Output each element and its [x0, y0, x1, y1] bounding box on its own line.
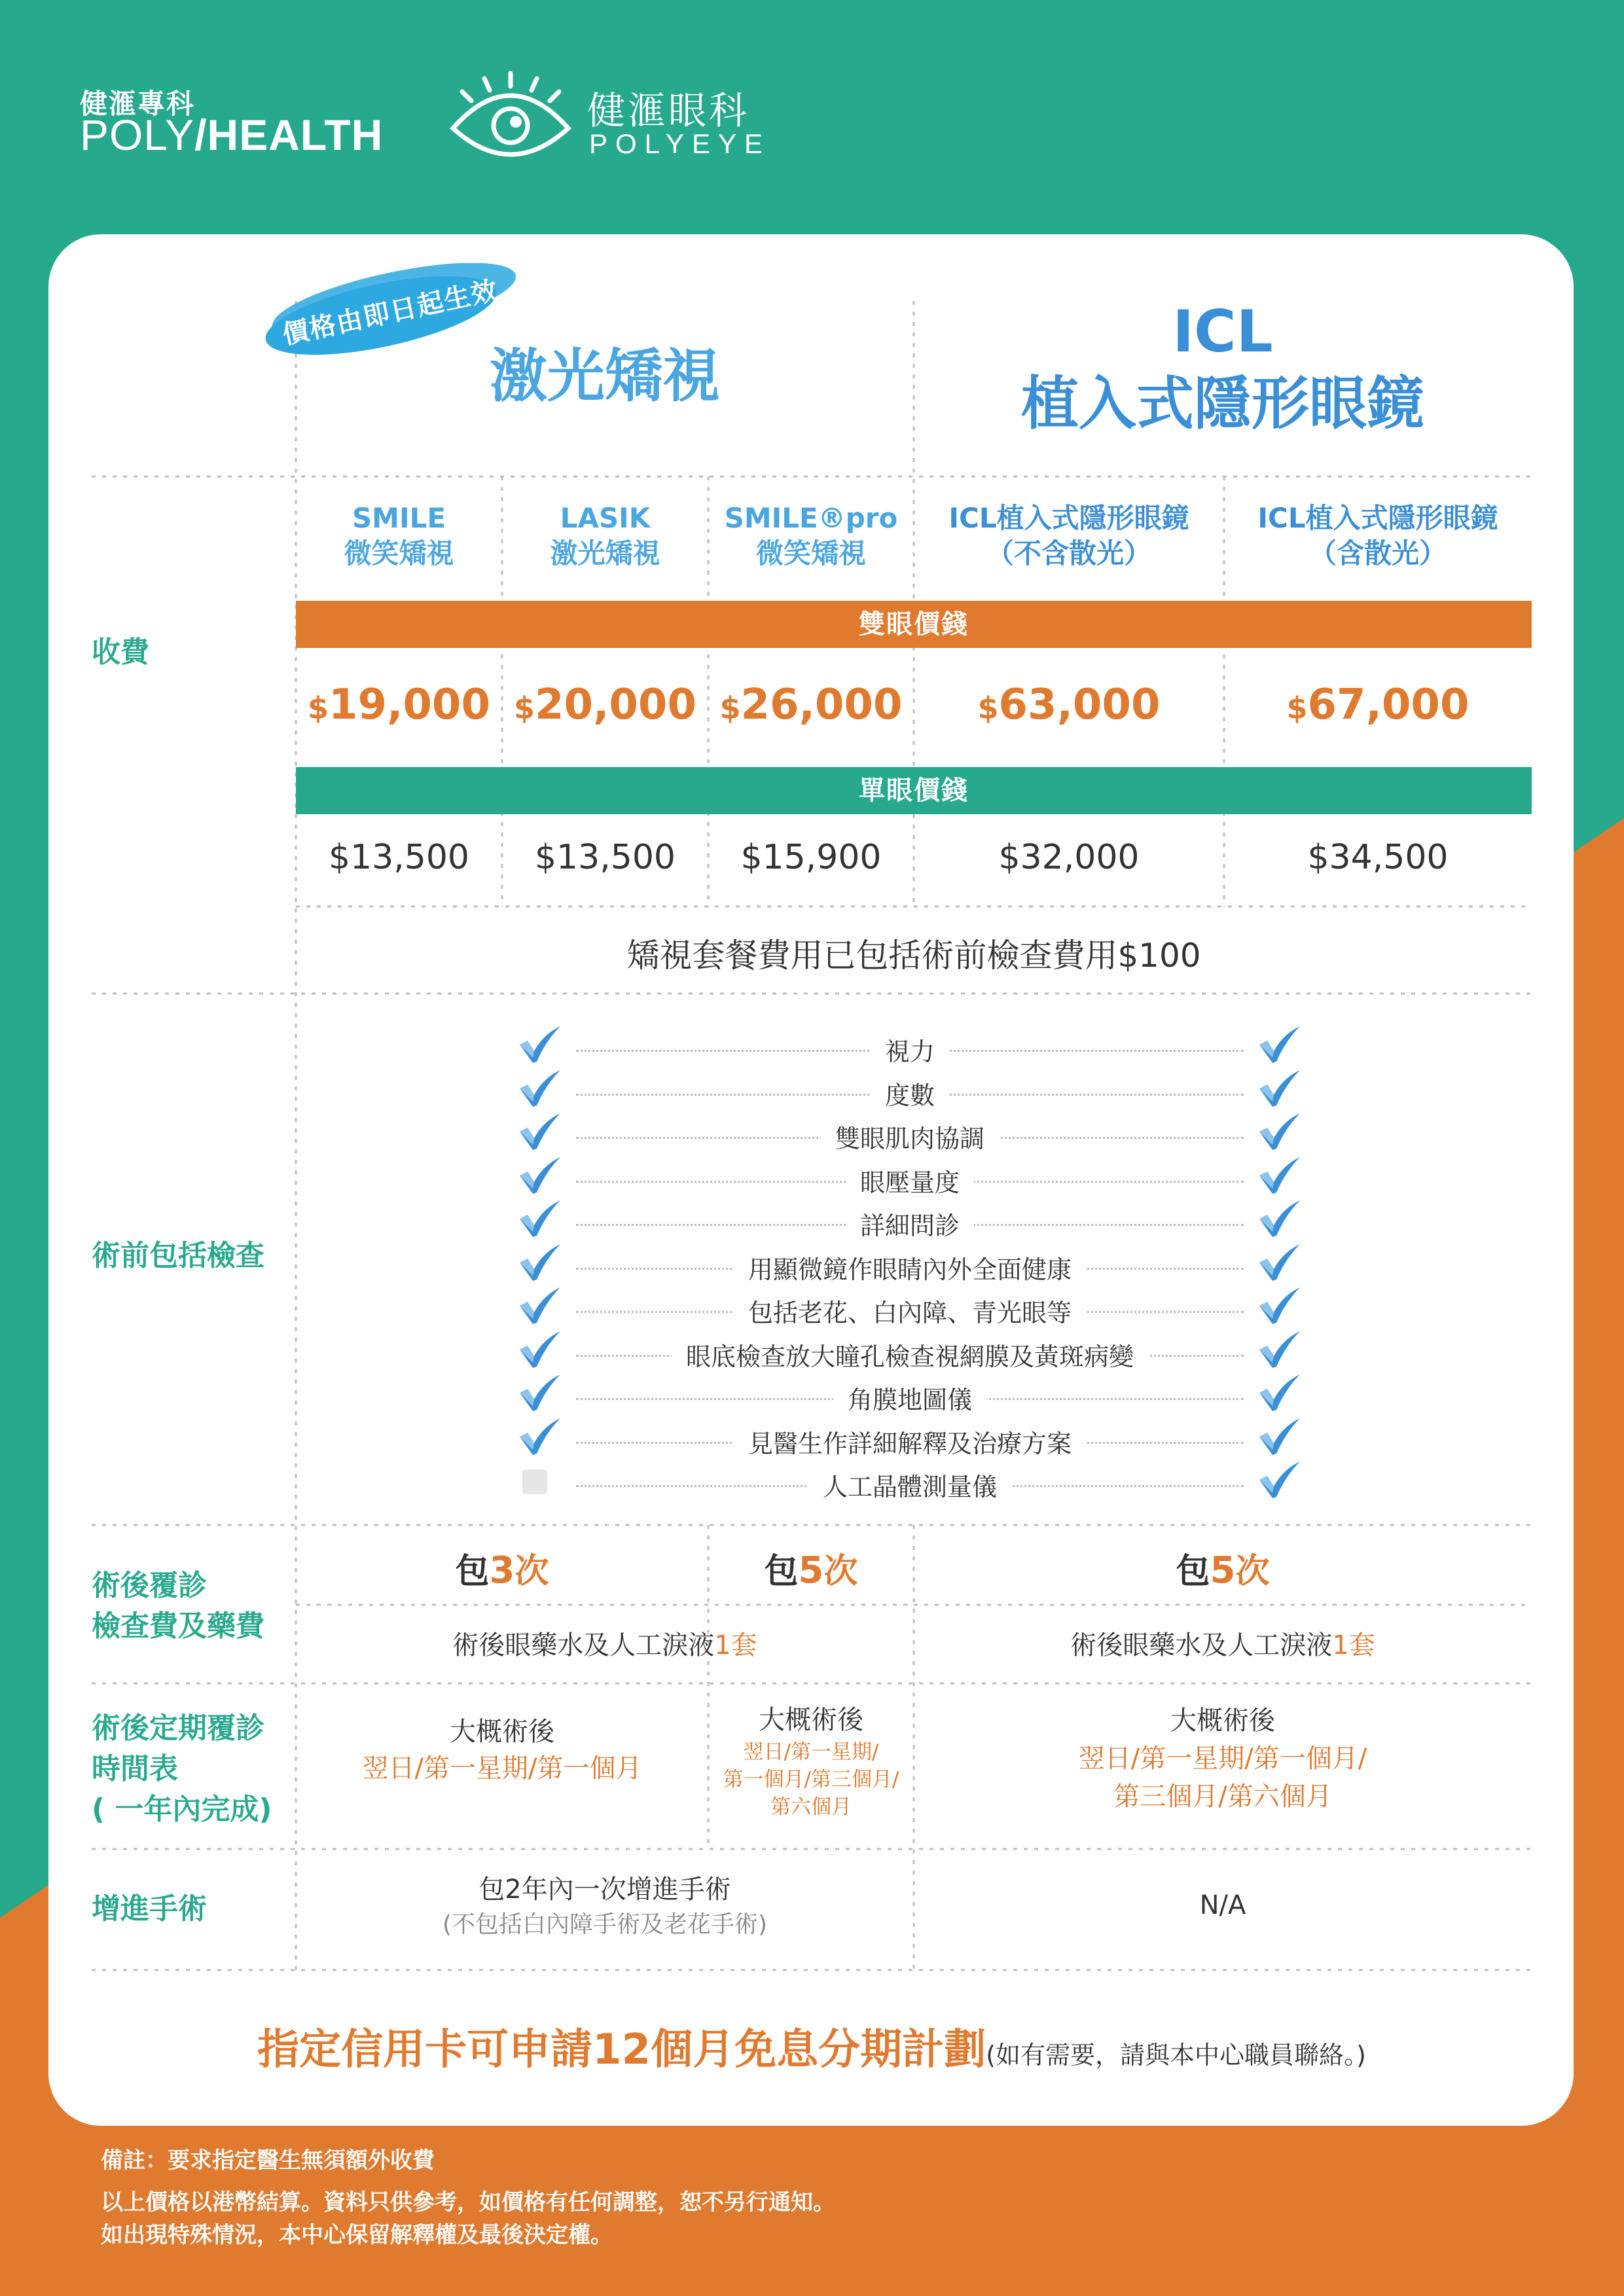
followup-count-smile-pro: 包5次	[764, 1549, 858, 1592]
preop-check-row	[517, 1462, 1303, 1503]
footer-notes: 備註：要求指定醫生無須額外收費 以上價格以港幣結算。資料只供參考，如價格有任何調整，恕不另行通知。 如出現特殊情況，本中心保留解釋權及最後決定權。	[101, 2147, 835, 2248]
single-eye-price-icl-no-astig: $32,000	[998, 838, 1140, 877]
checkmark-icon	[517, 1286, 563, 1328]
checkmark-icon	[517, 1199, 563, 1241]
both-eyes-price-lasik: $20,000	[514, 681, 696, 729]
icl-section-title: ICL 植入式隱形眼鏡	[1020, 298, 1424, 437]
polyhealth-logo-en: POLY/HEALTH	[80, 111, 384, 159]
checkmark-icon	[1257, 1112, 1303, 1154]
col-header-icl-no-astig: ICL植入式隱形眼鏡 （不含散光）	[948, 502, 1189, 569]
checkmark-icon	[517, 1330, 563, 1372]
preop-checks-label: 術前包括檢查	[92, 1239, 264, 1272]
effective-date-badge: 價格由即日起生效	[257, 263, 518, 355]
checkmark-icon	[1257, 1417, 1303, 1459]
installment-promo: 指定信用卡可申請12個月免息分期計劃(如有需要，請與本中心職員聯絡。)	[257, 2026, 1366, 2074]
preop-check-item-text: 包括老花、白內障、青光眼等	[734, 1299, 1086, 1327]
checkmark-icon	[1257, 1286, 1303, 1328]
preop-check-row	[517, 1070, 1303, 1112]
checkmark-icon	[517, 1069, 563, 1111]
checkmark-icon	[517, 1373, 563, 1415]
checkmark-icon	[1257, 1069, 1303, 1111]
schedule-label: 術後定期覆診 時間表 ( 一年內完成)	[92, 1712, 272, 1826]
preop-check-row	[517, 1374, 1303, 1416]
followup-meds-icl: 術後眼藥水及人工淚液1套	[1070, 1630, 1375, 1660]
col-header-icl-astig: ICL植入式隱形眼鏡 （含散光）	[1257, 502, 1498, 569]
preop-check-item-text: 見醫生作詳細解釋及治療方案	[734, 1429, 1086, 1458]
single-eye-price-lasik: $13,500	[534, 838, 676, 877]
polyeye-logo-en: POLYEYE	[589, 128, 770, 159]
col-header-smile: SMILE 微笑矯視	[344, 502, 454, 569]
followup-count-smile-lasik: 包3次	[455, 1549, 549, 1592]
polyhealth-logo-cn: 健滙專科	[80, 88, 196, 120]
checkmark-icon	[1257, 1199, 1303, 1241]
preop-check-item-text: 視力	[871, 1037, 949, 1066]
schedule-icl: 大概術後 翌日/第一星期/第一個月/ 第三個月/第六個月	[1078, 1706, 1367, 1812]
enhancement-icl: N/A	[1199, 1890, 1246, 1920]
preop-check-item-text: 眼壓量度	[846, 1168, 974, 1197]
preop-check-item-text: 雙眼肌肉協調	[821, 1124, 999, 1153]
checkmark-icon	[517, 1112, 563, 1154]
preop-check-item-text: 度數	[871, 1081, 949, 1110]
polyeye-logo-cn: 健滙眼科	[587, 88, 750, 133]
checkmark-icon	[517, 1243, 563, 1285]
preop-check-item-text: 眼底檢查放大瞳孔檢查視網膜及黃斑病變	[672, 1342, 1148, 1371]
preop-check-item-text: 詳細問診	[846, 1211, 974, 1240]
followup-meds-laser: 術後眼藥水及人工淚液1套	[452, 1630, 757, 1660]
preop-check-row	[517, 1157, 1303, 1199]
both-eyes-price-smile-pro: $26,000	[719, 681, 903, 729]
preop-check-row	[517, 1287, 1303, 1329]
enhancement-laser: 包2年內一次增進手術 (不包括白內障手術及老花手術)	[442, 1874, 768, 1938]
schedule-smile-lasik: 大概術後 翌日/第一星期/第一個月	[362, 1717, 642, 1784]
preop-check-item-text: 人工晶體測量儀	[808, 1473, 1011, 1501]
checkmark-icon	[1257, 1460, 1303, 1502]
slash-mark-icon: /	[194, 111, 208, 159]
laser-section-title: 激光矯視	[489, 342, 720, 410]
preop-check-item-text: 角膜地圖儀	[833, 1386, 986, 1414]
fee-inclusion-note: 矯視套餐費用已包括術前檢查費用$100	[626, 937, 1201, 975]
followup-count-icl: 包5次	[1176, 1549, 1270, 1592]
preop-check-item-text: 用顯微鏡作眼睛內外全面健康	[734, 1255, 1086, 1284]
checkmark-icon	[517, 1025, 563, 1067]
preop-check-row	[517, 1113, 1303, 1155]
checkmark-icon	[1257, 1156, 1303, 1198]
checkmark-icon	[1257, 1373, 1303, 1415]
single-eye-price-icl-astig: $34,500	[1307, 838, 1449, 877]
both-eyes-price-icl-no-astig: $63,000	[977, 681, 1161, 729]
preop-check-row	[517, 1418, 1303, 1460]
both-eyes-price-icl-astig: $67,000	[1286, 681, 1470, 729]
col-header-lasik: LASIK 激光矯視	[550, 502, 660, 569]
enhancement-label: 增進手術	[92, 1892, 207, 1926]
single-eye-price-bar: 單眼價錢	[296, 767, 1532, 814]
preop-check-row	[517, 1200, 1303, 1242]
followup-label: 術後覆診 檢查費及藥費	[92, 1569, 264, 1643]
preop-check-row	[517, 1331, 1303, 1373]
single-eye-price-smile: $13,500	[328, 838, 470, 877]
preop-check-row	[517, 1244, 1303, 1286]
empty-box-icon	[522, 1469, 547, 1494]
col-header-smile-pro: SMILE®pro 微笑矯視	[724, 502, 898, 569]
checkmark-icon	[517, 1156, 563, 1198]
fee-label: 收費	[92, 636, 149, 669]
schedule-smile-pro: 大概術後 翌日/第一星期/ 第一個月/第三個月/ 第六個月	[723, 1705, 899, 1819]
checkmark-icon	[1257, 1243, 1303, 1285]
single-eye-price-smile-pro: $15,900	[740, 838, 882, 877]
both-eyes-price-smile: $19,000	[308, 681, 490, 729]
checkmark-icon	[1257, 1025, 1303, 1067]
checkmark-icon	[517, 1417, 563, 1459]
checkmark-icon	[1257, 1330, 1303, 1372]
both-eyes-price-bar: 雙眼價錢	[296, 601, 1532, 648]
preop-check-row	[517, 1026, 1303, 1068]
